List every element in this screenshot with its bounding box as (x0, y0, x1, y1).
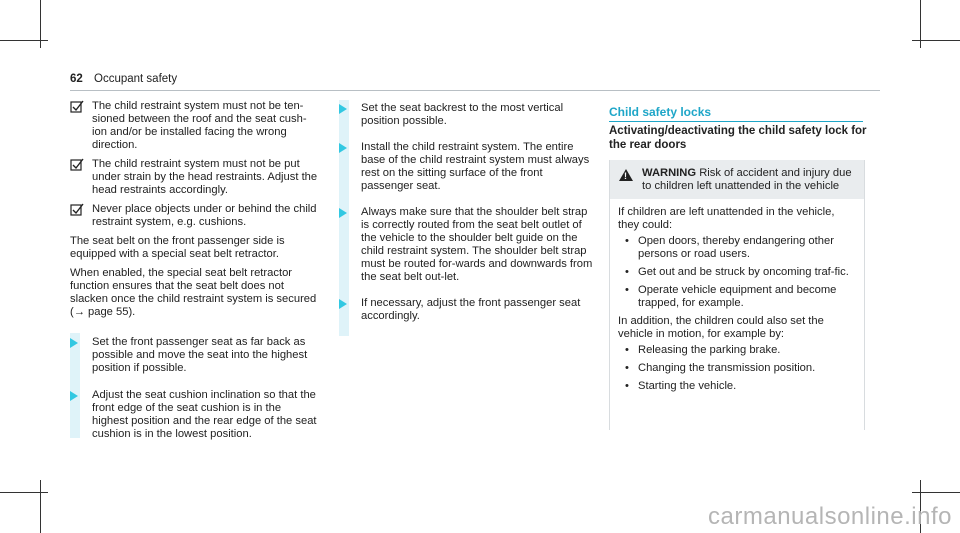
section-title: Occupant safety (94, 73, 178, 85)
section-divider (609, 121, 863, 122)
warning-label: WARNING (642, 167, 697, 179)
warning-triangle-icon (619, 169, 633, 181)
step-item (339, 297, 594, 323)
arrow-right-icon (339, 299, 347, 309)
page-header (70, 73, 177, 85)
step-text: Adjust the seat cushion inclination so that the front edge of the seat cushion is in the highest position and the rear edge of the seat cushion is in the lowest position. (92, 389, 317, 440)
checkbox-icon (70, 203, 84, 217)
step-text: Set the seat backrest to the most vertical position possible. (361, 102, 564, 127)
step-item (339, 141, 594, 193)
warning-list (618, 235, 856, 310)
checkbox-icon (70, 100, 84, 114)
step-text: Always make sure that the shoulder belt strap is correctly routed from the seat belt outlet of the vehicle to the shoulder belt guide on the child restraint system. The shoulder belt strap must be routed for-wards and downwards from the seat belt out-let. (361, 206, 593, 283)
step-item (70, 336, 320, 375)
list-item: • Starting the vehicle. (618, 380, 856, 393)
crop-mark (0, 40, 48, 41)
step-text: If necessary, adjust the front passenger seat accordingly. (361, 297, 581, 322)
header-divider (70, 90, 880, 91)
column-1 (70, 100, 320, 325)
crop-mark (912, 40, 960, 41)
checkbox-icon (70, 158, 84, 172)
paragraph: When enabled, the special seat belt retractor function ensures that the seat belt does not slacken once the child restraint system is secured (→ page 55). (70, 267, 317, 318)
arrow-right-icon (339, 143, 347, 153)
checklist-item (70, 100, 320, 152)
warning-box (609, 160, 865, 430)
watermark: carmanualsonline.info (708, 503, 952, 530)
paragraph: The seat belt on the front passenger side is equipped with a special seat belt retractor. (70, 235, 285, 260)
checklist-item (70, 203, 320, 229)
page-number: 62 (70, 73, 83, 85)
arrow-right-icon (70, 391, 78, 401)
arrow-right-icon (70, 338, 78, 348)
warning-body (610, 199, 864, 405)
checklist-text: The child restraint system must not be put under strain by the head restraints. Adjust the head restraints accordingly. (92, 158, 318, 196)
column-2 (339, 102, 594, 323)
crop-mark (912, 492, 960, 493)
checklist-text: Never place objects under or behind the child restraint system, e.g. cushions. (92, 203, 317, 228)
section-heading: Child safety locks (609, 105, 712, 119)
column-1-steps (70, 336, 320, 441)
warning-intro: In addition, the children could also set the vehicle in motion, for example by: (618, 315, 824, 340)
crop-mark (40, 480, 41, 533)
list-item: • Changing the transmission position. (618, 362, 856, 375)
crop-mark (0, 492, 48, 493)
step-text: Install the child restraint system. The entire base of the child restraint system must always rest on the sitting surface of the front passenger seat. (361, 141, 590, 192)
arrow-right-icon (339, 208, 347, 218)
list-item: • Releasing the parking brake. (618, 344, 856, 357)
warning-list (618, 344, 856, 393)
arrow-right-icon (339, 104, 347, 114)
list-item: • Open doors, thereby endangering other persons or road users. (618, 235, 856, 261)
step-item (339, 102, 594, 128)
checklist-item (70, 158, 320, 197)
warning-intro: If children are left unattended in the vehicle, they could: (618, 206, 835, 231)
list-item: • Operate vehicle equipment and become trapped, for example. (618, 284, 856, 310)
list-item: • Get out and be struck by oncoming traf-fic. (618, 266, 856, 279)
step-item (339, 206, 594, 284)
subsection-heading: Activating/deactivating the child safety lock for the rear doors (609, 125, 867, 151)
warning-header (610, 160, 864, 199)
step-item (70, 389, 320, 441)
warning-text: Risk of accident and injury due to children left unattended in the vehicle (642, 167, 852, 192)
step-text: Set the front passenger seat as far back as possible and move the seat into the highest position if possible. (92, 336, 308, 374)
checklist-text: The child restraint system must not be ten-sioned between the roof and the seat cush-ion and/or be installed facing the wrong direction. (92, 100, 307, 151)
